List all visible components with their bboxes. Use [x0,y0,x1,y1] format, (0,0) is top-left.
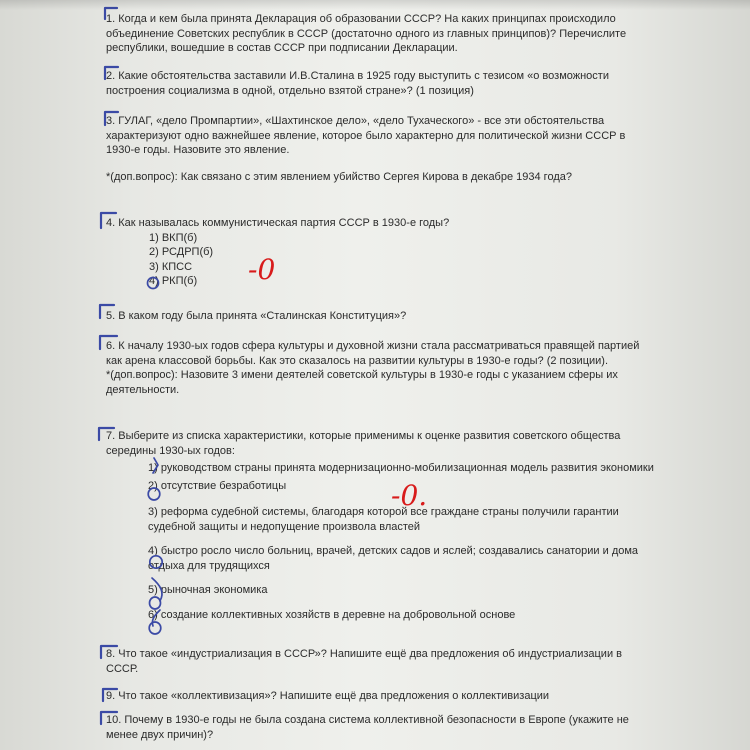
question-3-extra: *(доп.вопрос): Как связано с этим явлением убийство Сергея Кирова в декабре 1934 года? [106,170,572,183]
question-6-text: 6. К началу 1930-ых годов сфера культуры и духовной жизни стала рассматриваться правящей партией как арена классовой борьбы. Как это сказалось на развитии культуры в 1930-е годы? (2 позиции). [106,340,640,367]
question-1-text: 1. Когда и кем была принята Декларация об образовании СССР? На каких принципах происходило объединение Советских республик в СССР (достаточно одного из главных принципов)? Перечислите республики, вошедшие в состав СССР при подписании Декларации. [106,13,627,54]
question-7-option: 3) реформа судебной системы, благодаря которой все граждане страны получили гарантии судебной защиты и недопущение произвола властей [148,506,619,533]
question-5-text: 5. В каком году была принята «Сталинская Конституция»? [106,310,407,322]
question-4-text: 4. Как называлась коммунистическая партия СССР в 1930-е годы? [106,217,450,229]
selection-circle-icon [149,622,161,634]
question-7-option: 6) создание коллективных хозяйств в деревне на добровольной основе [148,608,516,621]
question-7-option: 1) руководством страны принята модернизационно-мобилизационная модель развития экономики [148,462,654,474]
question-7-option: 5) рыночная экономика [148,584,268,596]
question-2 [106,69,638,98]
question-8-text: 8. Что такое «индустриализация в СССР»? Напишите ещё два предложения об индустриализации в СССР. [106,648,622,675]
question-4 [106,216,666,289]
score-q7: -0. [391,479,428,512]
question-10-text: 10. Почему в 1930-е годы не была создана система коллективной безопасности в Европе (укажите не менее двух причин)? [106,714,629,741]
question-4-option: 1) ВКП(б) [149,231,198,244]
score-q4: -0 [248,253,276,286]
question-7-option: 4) быстро росло число больниц, врачей, детских садов и яслей; создавались санатории и дома отдыха для трудящихся [148,545,639,572]
question-4-option: 4) РКП(б) [149,275,198,287]
question-3 [106,114,656,184]
question-4-option: 2) РСДРП(б) [149,246,214,258]
question-6 [106,339,658,397]
question-6-extra: *(доп.вопрос): Назовите 3 имени деятелей советской культуры в 1930-е годы с указанием сферы их деятельности. [106,369,618,396]
question-9 [106,689,626,704]
question-2-text: 2. Какие обстоятельства заставили И.В.Сталина в 1925 году выступить с тезисом «о возможности построения социализма в одной, отдельно взятой стране»? (1 позиция) [106,70,609,97]
question-10 [106,713,638,742]
question-8 [106,647,640,676]
question-7-text: 7. Выберите из списка характеристики, которые применимы к оценке развития советского общества середины 1930-ых годов: [106,430,621,457]
question-5 [106,309,626,324]
question-4-option: 3) КПСС [149,260,193,273]
question-7 [106,429,658,622]
question-7-option: 2) отсутствие безработицы [148,479,287,492]
question-3-text: 3. ГУЛАГ, «дело Промпартии», «Шахтинское дело», «дело Тухаческого» - все эти обстоятельства характеризуют одно важнейшее явление, которое было характерно для политической жизни СССР в 1930-е годы. Назовите это явление. [106,115,626,156]
question-9-text: 9. Что такое «коллективизация»? Напишите ещё два предложения о коллективизации [106,690,550,702]
question-1 [106,12,654,56]
